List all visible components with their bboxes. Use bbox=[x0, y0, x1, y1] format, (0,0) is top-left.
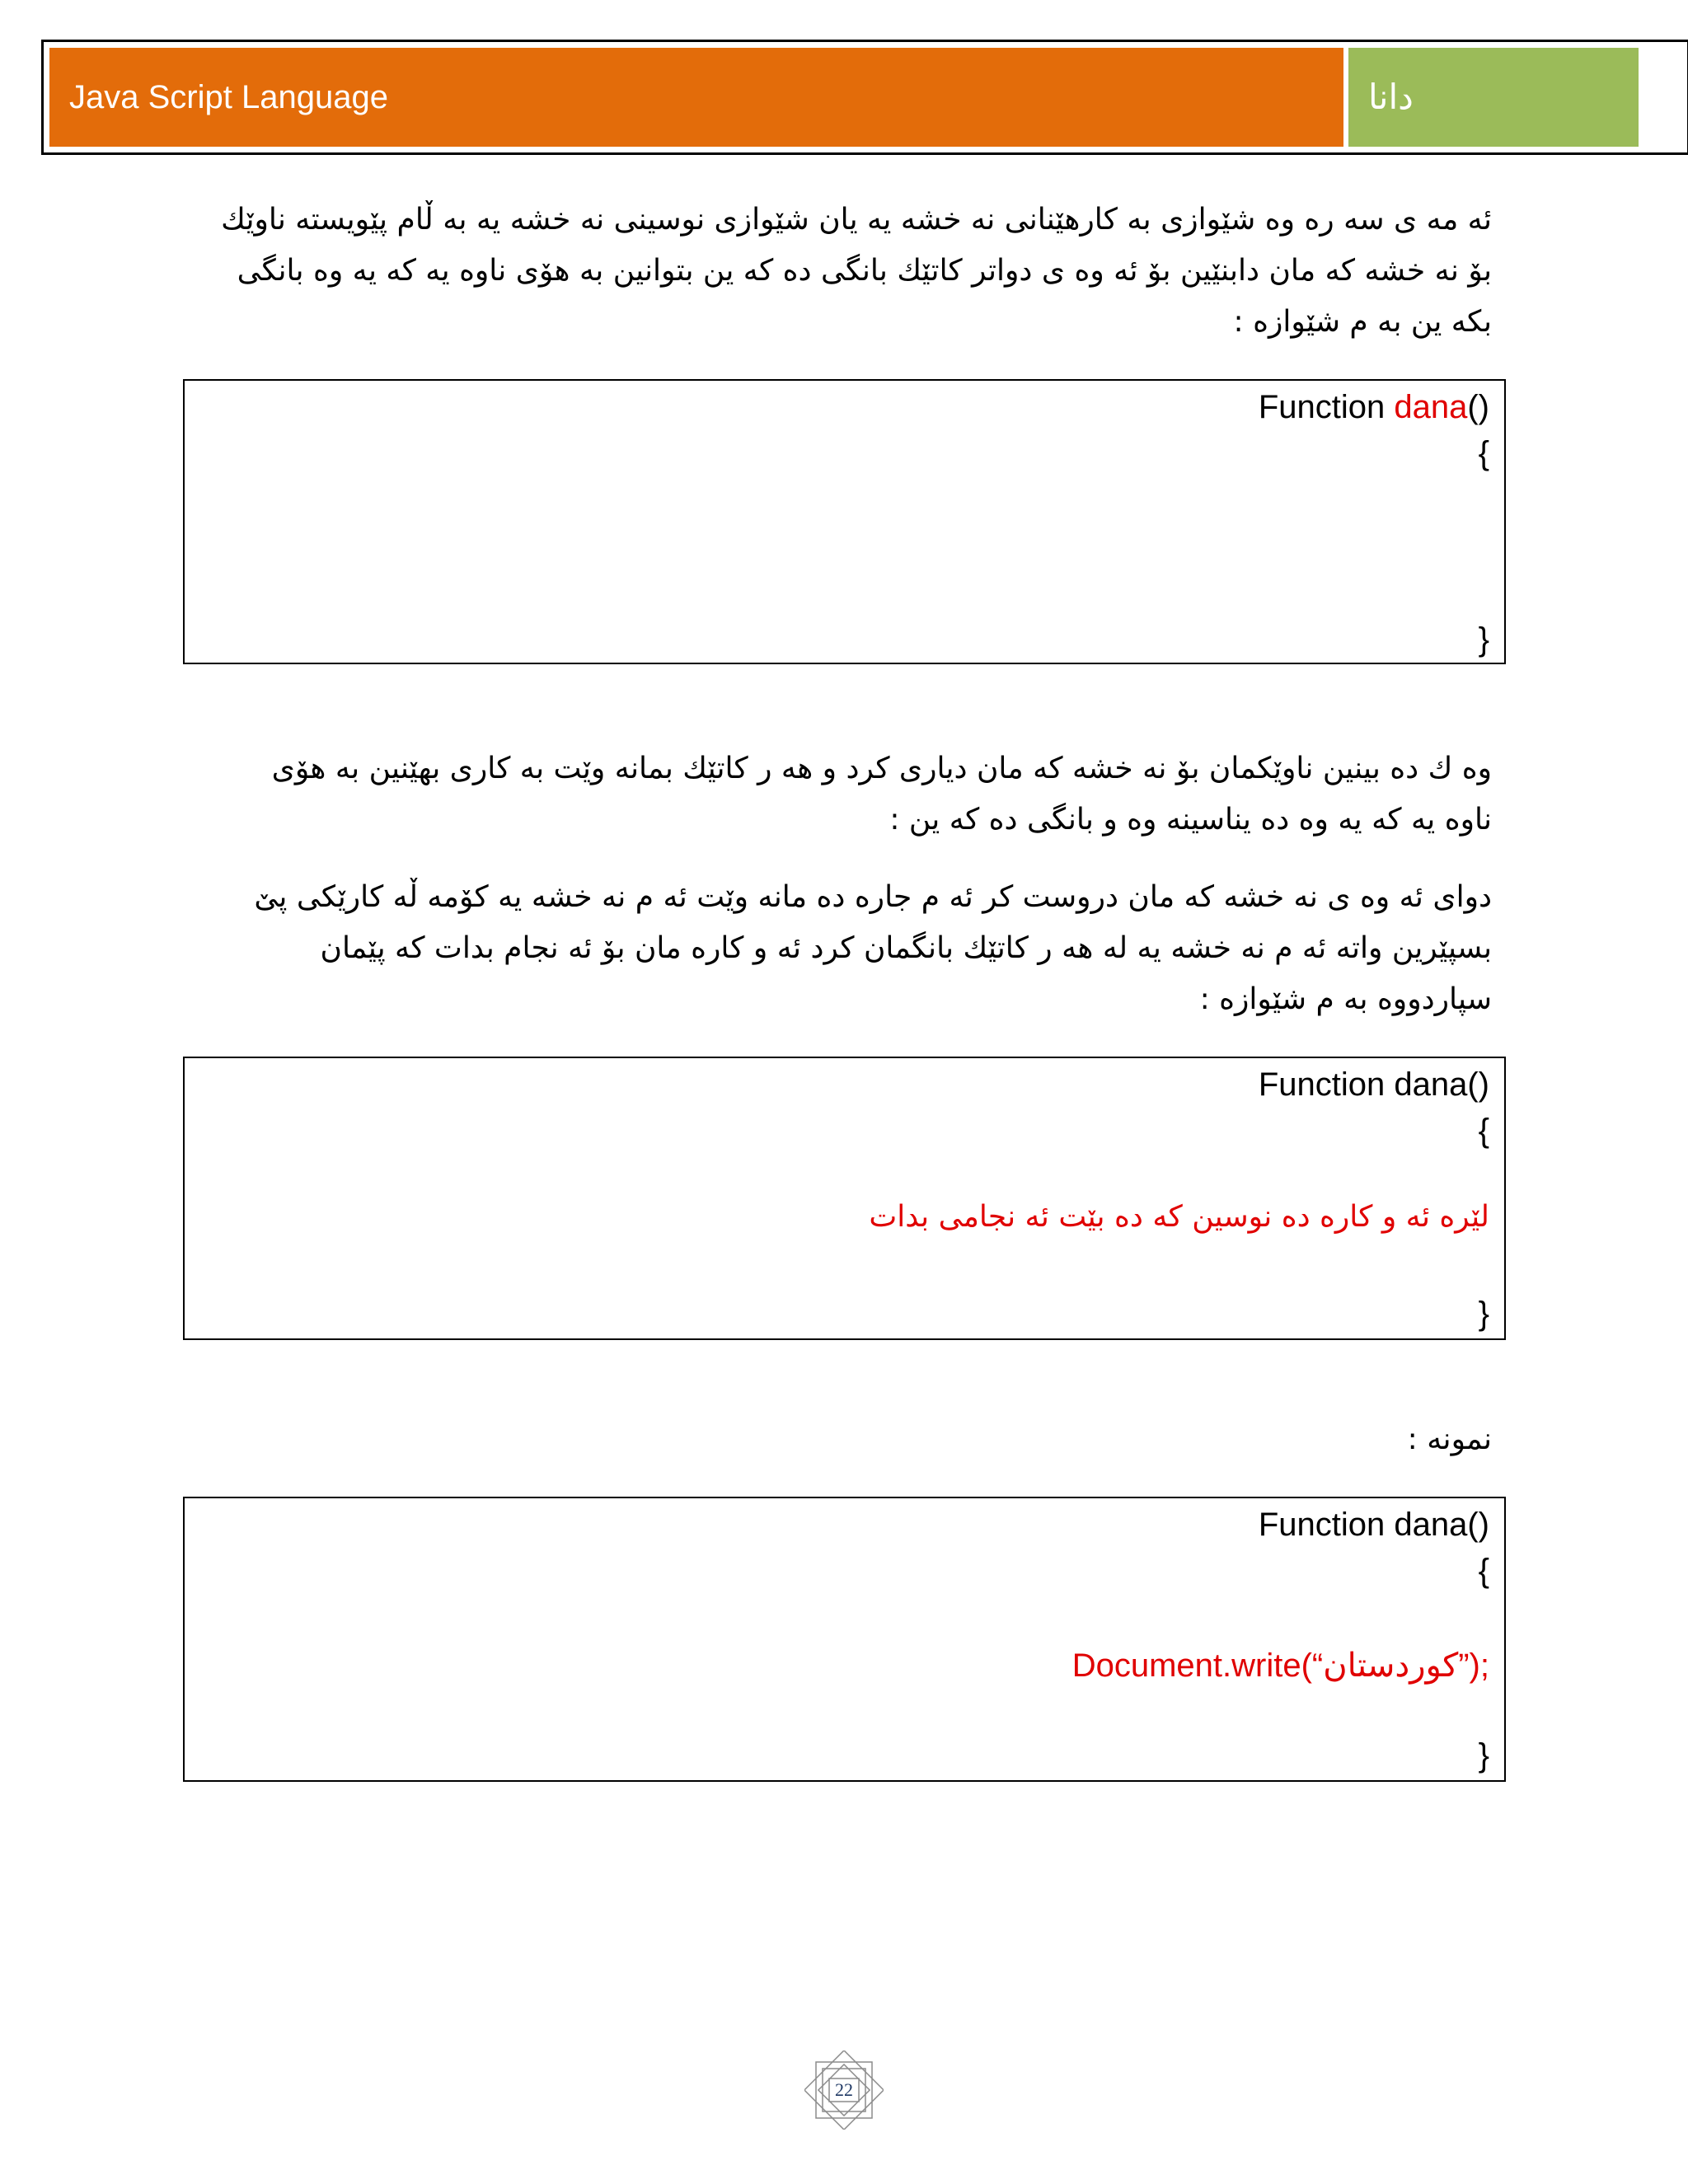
code-function-name: dana bbox=[1394, 389, 1468, 425]
code-open-brace: { bbox=[1478, 1113, 1489, 1149]
paragraph-line: وه ك ده بینین ناوێكمان بۆ نه خشه كه مان دیاری كرد و هه ر كاتێك بمانه وێت به كاری بهێنین به هۆی bbox=[271, 752, 1492, 785]
paragraph-naming bbox=[190, 743, 1492, 846]
paragraph-example-label bbox=[190, 1414, 1492, 1465]
header-author-bar bbox=[1348, 48, 1639, 147]
paragraph-line: ناوه یه كه یه وه ده یناسینه وه و بانگی ده كه ین : bbox=[889, 803, 1492, 837]
paragraph-intro bbox=[190, 194, 1492, 348]
code-keyword: Function bbox=[1258, 389, 1395, 425]
paragraph-body bbox=[190, 872, 1492, 1025]
code-signature: Function dana() bbox=[1258, 1066, 1489, 1103]
page-number-ornament bbox=[804, 2050, 884, 2130]
code-block-2 bbox=[183, 1057, 1506, 1340]
code-body: Document.write(“كوردستان”); bbox=[1071, 1647, 1489, 1684]
code-close-brace: } bbox=[1478, 1737, 1489, 1774]
header-title-bar bbox=[49, 48, 1343, 147]
code-block-1 bbox=[183, 379, 1506, 664]
code-body: لێره ئه و كاره ده نوسین كه ده بێت ئه نجامی بدات bbox=[869, 1200, 1489, 1234]
code-signature bbox=[1259, 389, 1489, 426]
paragraph-line: نمونه : bbox=[1407, 1422, 1492, 1456]
header-author: دانا bbox=[1368, 77, 1414, 117]
code-close-brace: } bbox=[1478, 1296, 1489, 1332]
page-number: 22 bbox=[835, 2079, 853, 2100]
paragraph-line: بۆ نه خشه كه مان دابنێین بۆ ئه وه ی دواتر كاتێك بانگی ده كه ین بتوانین به هۆی ناوه یه كه یه وه بانگی bbox=[237, 254, 1492, 288]
code-open-brace: { bbox=[1478, 1553, 1489, 1589]
code-signature: Function dana() bbox=[1258, 1507, 1489, 1543]
paragraph-line: بكه ین به م شێوازه : bbox=[1233, 305, 1492, 339]
paragraph-line: ئه مه ی سه ره وه شێوازی به كارهێنانی نه خشه یه یان شێوازی نوسینی نه خشه یه به ڵام پێویسته ناوێك bbox=[221, 203, 1492, 237]
paragraph-line: دوای ئه وه ی نه خشه كه مان دروست كر ئه م جاره ده مانه وێت ئه م نه خشه یه كۆمه ڵه كارێكی پێ bbox=[254, 880, 1492, 914]
paragraph-line: سپاردووه به م شێوازه : bbox=[1199, 982, 1492, 1016]
header-title: Java Script Language bbox=[69, 79, 388, 115]
code-block-3 bbox=[183, 1497, 1506, 1782]
paragraph-line: بسپێرین واته ئه م نه خشه یه له هه ر كاتێك بانگمان كرد ئه و كاره مان بۆ ئه نجام بدات كه پێمان bbox=[320, 931, 1492, 965]
code-parens: () bbox=[1467, 389, 1489, 425]
code-close-brace: } bbox=[1478, 621, 1489, 658]
code-open-brace: { bbox=[1478, 435, 1489, 471]
